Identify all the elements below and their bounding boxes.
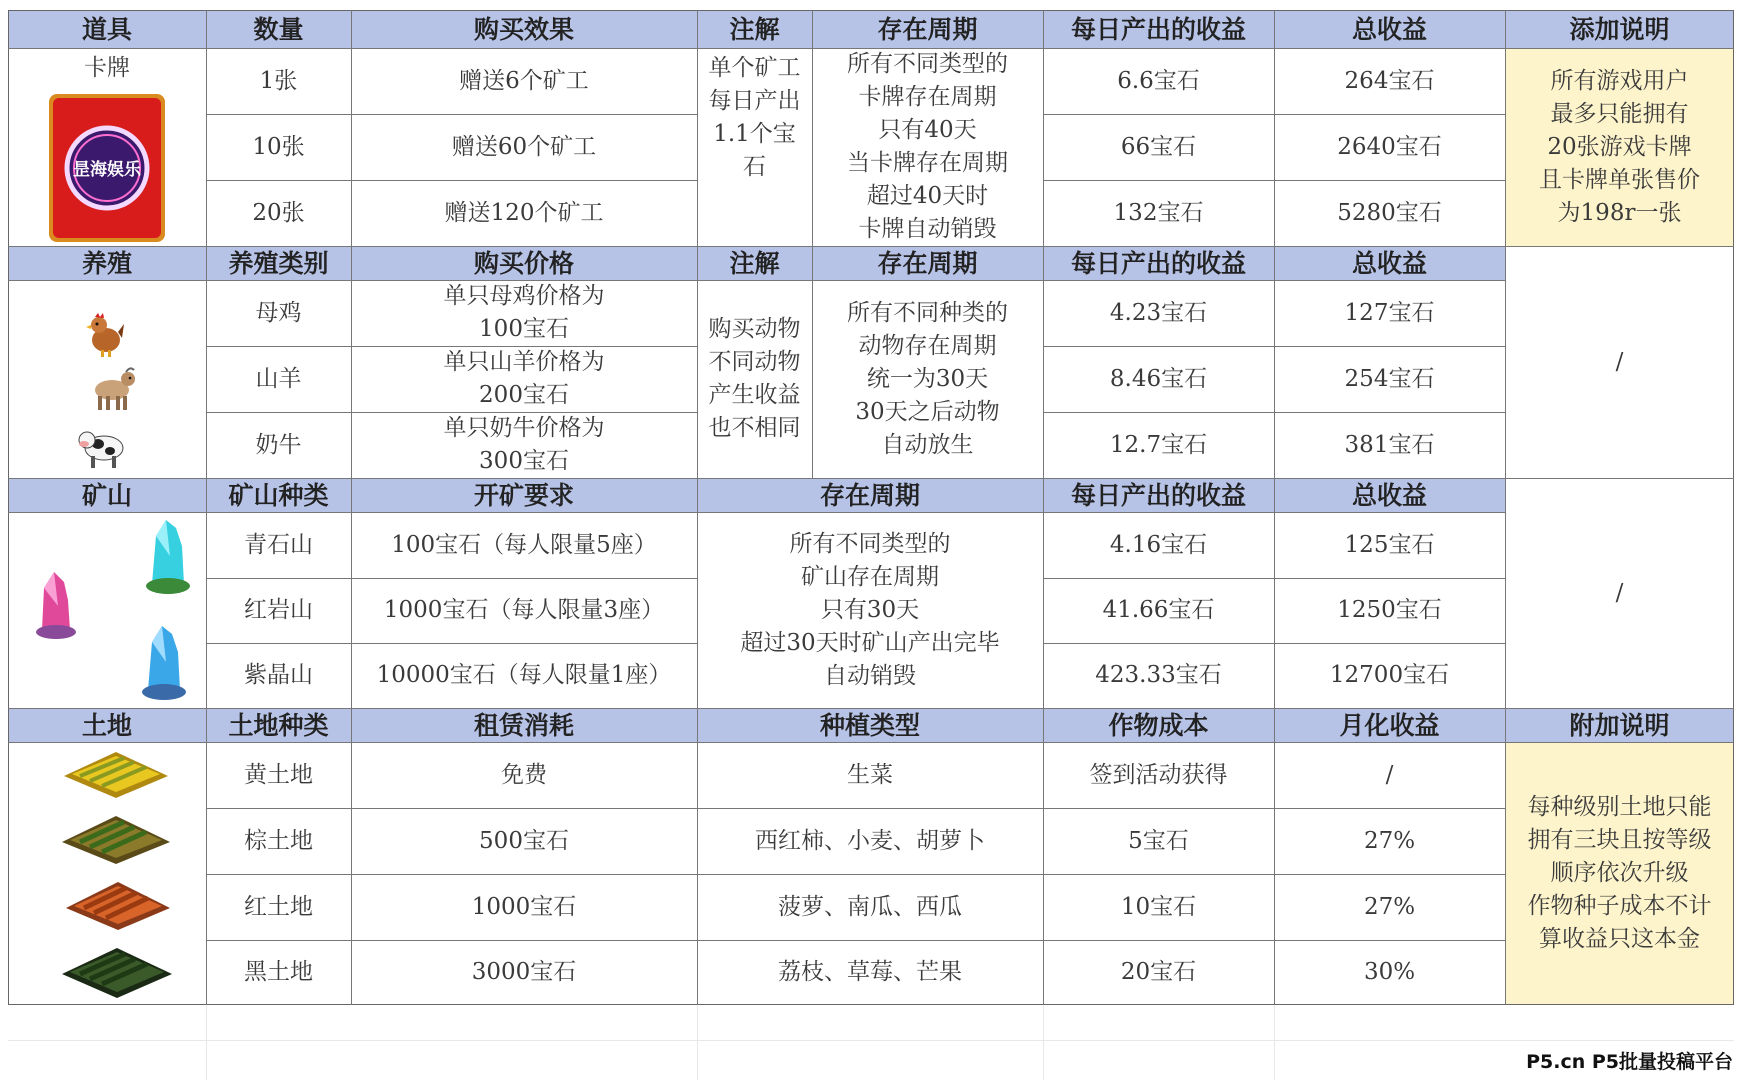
land-crop-cost-brown: 5宝石 <box>1128 827 1189 854</box>
mine-header-period: 存在周期 <box>697 478 1043 512</box>
mine-period: 所有不同类型的 矿山存在周期 只有30天 超过30天时矿山产出完毕 自动销毁 <box>740 530 1000 689</box>
card-effect-10: 赠送60个矿工 <box>451 133 597 160</box>
land-header-type: 土地种类 <box>206 708 351 742</box>
pink-crystal-icon <box>32 566 80 642</box>
mine-total-amethyst: 12700宝石 <box>1329 662 1450 688</box>
breed-total-hen: 127宝石 <box>1344 299 1435 326</box>
mine-type-red-rock: 红岩山 <box>244 597 313 623</box>
mine-req-red-rock: 1000宝石（每人限量3座） <box>383 597 665 623</box>
card-logo-icon <box>48 93 166 243</box>
card-note: 单个矿工 每日产出 1.1个宝 石 <box>708 55 801 180</box>
card-daily-1: 6.6宝石 <box>1117 67 1200 94</box>
land-rent-black: 3000宝石 <box>471 959 577 985</box>
card-period: 所有不同类型的 卡牌存在周期 只有40天 当卡牌存在周期 超过40天时 卡牌自动销毁 <box>847 51 1008 242</box>
header-daily: 每日产出的收益 <box>1043 10 1274 48</box>
breed-daily-hen: 4.23宝石 <box>1109 299 1208 326</box>
mine-header-label: 矿山 <box>8 478 206 512</box>
land-rent-brown: 500宝石 <box>479 827 569 854</box>
cow-icon <box>78 424 130 470</box>
breed-header-period: 存在周期 <box>812 246 1043 280</box>
breed-type-hen: 母鸡 <box>255 299 302 326</box>
mine-total-blue-stone: 125宝石 <box>1344 531 1435 558</box>
land-header-label: 土地 <box>8 708 206 742</box>
breed-header-daily: 每日产出的收益 <box>1043 246 1274 280</box>
mine-header-total: 总收益 <box>1274 478 1505 512</box>
land-header-rent: 租赁消耗 <box>351 708 697 742</box>
cyan-crystal-icon <box>142 516 194 596</box>
card-total-10: 2640宝石 <box>1337 133 1442 160</box>
mine-req-amethyst: 10000宝石（每人限量1座） <box>376 662 672 688</box>
header-period: 存在周期 <box>812 10 1043 48</box>
card-qty-20: 20张 <box>252 199 305 226</box>
breed-header-note: 注解 <box>697 246 812 280</box>
svg-text:昰海娱乐: 昰海娱乐 <box>73 160 141 180</box>
breed-daily-goat: 8.46宝石 <box>1109 365 1208 392</box>
mine-header-daily: 每日产出的收益 <box>1043 478 1274 512</box>
card-item-label: 卡牌 <box>84 54 130 81</box>
breed-total-cow: 381宝石 <box>1344 431 1435 458</box>
card-effect-20: 赠送120个矿工 <box>444 199 604 226</box>
brown-soil-icon <box>58 812 174 868</box>
card-total-20: 5280宝石 <box>1337 199 1442 226</box>
card-total-1: 264宝石 <box>1344 67 1435 94</box>
card-qty-1: 1张 <box>259 67 298 94</box>
land-header-monthly: 月化收益 <box>1274 708 1505 742</box>
breed-header-price: 购买价格 <box>351 246 697 280</box>
yellow-soil-icon <box>60 748 172 802</box>
land-crops-red: 菠萝、南瓜、西瓜 <box>778 893 962 920</box>
card-qty-10: 10张 <box>252 133 305 160</box>
breed-header-type: 养殖类别 <box>206 246 351 280</box>
land-header-crop-cost: 作物成本 <box>1043 708 1274 742</box>
mine-daily-amethyst: 423.33宝石 <box>1095 662 1222 688</box>
breed-price-cow: 单只奶牛价格为 300宝石 <box>443 415 605 474</box>
breed-daily-cow: 12.7宝石 <box>1109 431 1208 458</box>
hen-icon <box>85 310 125 358</box>
mine-header-type: 矿山种类 <box>206 478 351 512</box>
land-header-crops: 种植类型 <box>697 708 1043 742</box>
land-remark: 每种级别土地只能 拥有三块且按等级 顺序依次升级 作物种子成本不计 算收益只这本金 <box>1505 742 1734 1005</box>
breed-price-goat: 单只山羊价格为 200宝石 <box>443 349 605 408</box>
breed-header-total: 总收益 <box>1274 246 1505 280</box>
mine-total-red-rock: 1250宝石 <box>1337 597 1442 623</box>
blue-crystal-icon <box>138 622 190 702</box>
land-type-brown: 棕土地 <box>244 827 313 854</box>
breed-period: 所有不同种类的 动物存在周期 统一为30天 30天之后动物 自动放生 <box>847 299 1008 458</box>
mine-req-blue-stone: 100宝石（每人限量5座） <box>391 531 657 558</box>
land-crop-cost-red: 10宝石 <box>1120 893 1197 920</box>
land-type-yellow: 黄土地 <box>244 761 313 788</box>
header-quantity: 数量 <box>206 10 351 48</box>
land-crops-brown: 西红柿、小麦、胡萝卜 <box>755 827 985 854</box>
card-daily-20: 132宝石 <box>1113 199 1204 226</box>
breed-type-cow: 奶牛 <box>255 431 302 458</box>
red-soil-icon <box>62 878 174 934</box>
black-soil-icon <box>58 944 176 1002</box>
breed-price-hen: 单只母鸡价格为 100宝石 <box>443 283 605 342</box>
land-type-red: 红土地 <box>244 893 313 920</box>
header-remark: 添加说明 <box>1505 10 1734 48</box>
land-crops-yellow: 生菜 <box>847 761 893 788</box>
mine-type-amethyst: 紫晶山 <box>244 662 313 688</box>
land-monthly-yellow: / <box>1385 761 1394 788</box>
breed-total-goat: 254宝石 <box>1344 365 1435 392</box>
breed-type-goat: 山羊 <box>255 365 302 392</box>
card-daily-10: 66宝石 <box>1120 133 1197 160</box>
breed-note: 购买动物 不同动物 产生收益 也不相同 <box>708 316 801 441</box>
land-monthly-black: 30% <box>1363 959 1416 985</box>
card-remark: 所有游戏用户 最多只能拥有 20张游戏卡牌 且卡牌单张售价 为198r一张 <box>1505 48 1734 246</box>
mine-header-req: 开矿要求 <box>351 478 697 512</box>
header-item: 道具 <box>8 10 206 48</box>
land-header-remark: 附加说明 <box>1505 708 1734 742</box>
mine-daily-red-rock: 41.66宝石 <box>1102 597 1215 623</box>
land-crop-cost-yellow: 签到活动获得 <box>1089 761 1228 788</box>
land-rent-red: 1000宝石 <box>471 893 577 920</box>
land-monthly-red: 27% <box>1363 893 1416 920</box>
watermark-text: P5.cn P5批量投稿平台 <box>1526 1051 1733 1073</box>
mine-type-blue-stone: 青石山 <box>244 531 313 558</box>
card-effect-1: 赠送6个矿工 <box>459 67 589 94</box>
land-monthly-brown: 27% <box>1363 827 1416 854</box>
land-crops-black: 荔枝、草莓、芒果 <box>778 959 962 985</box>
header-total: 总收益 <box>1274 10 1505 48</box>
mine-remark: / <box>1615 579 1624 606</box>
header-effect: 购买效果 <box>351 10 697 48</box>
land-crop-cost-black: 20宝石 <box>1120 959 1197 985</box>
breed-header-label: 养殖 <box>8 246 206 280</box>
land-type-black: 黑土地 <box>244 959 313 985</box>
header-note: 注解 <box>697 10 812 48</box>
breed-remark: / <box>1615 348 1624 375</box>
land-rent-yellow: 免费 <box>501 761 547 788</box>
goat-icon <box>86 366 138 412</box>
mine-daily-blue-stone: 4.16宝石 <box>1109 531 1208 558</box>
